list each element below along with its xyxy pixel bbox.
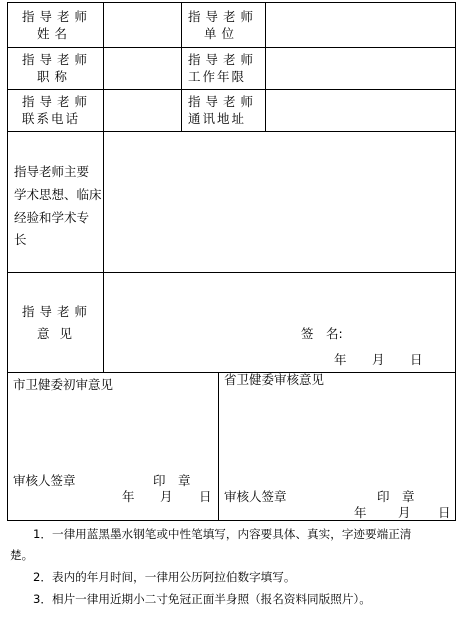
city-reviewer-signature-label: 审核人签章 (13, 473, 76, 488)
mentor-title-label-line2: 职称 (37, 69, 73, 84)
note-2: 2．表内的年月时间，一律用公历阿拉伯数字填写。 (33, 570, 296, 584)
mentor-opinion-field[interactable] (104, 273, 455, 372)
mentor-address-label-line1: 指导老师 (188, 94, 259, 109)
mentor-years-label-line1: 指导老师 (188, 52, 259, 67)
note-1-line1: 1．一律用蓝黑墨水钢笔或中性笔填写，内容要具体、真实，字迹要端正清 (33, 527, 412, 541)
academic-thought-field[interactable] (104, 132, 455, 272)
mentor-unit-label-line2: 单位 (204, 26, 240, 41)
mentor-title-label-line1: 指导老师 (22, 52, 93, 67)
mentor-address-label-line2: 通讯地址 (188, 111, 247, 126)
academic-thought-label-line4: 长 (14, 232, 27, 247)
mentor-years-label-line2: 工作年限 (188, 69, 247, 84)
table-border-right (455, 2, 456, 521)
table-border-bottom (7, 520, 456, 521)
col-divider-mid (181, 2, 182, 132)
mentor-phone-label-line2: 联系电话 (22, 111, 81, 126)
province-date-month: 月 (398, 505, 411, 520)
province-date-year: 年 (354, 505, 367, 520)
signature-label: 签 名: (301, 326, 343, 341)
city-date-month: 月 (160, 489, 173, 504)
academic-thought-label-line1: 指导老师主要 (14, 164, 90, 179)
mentor-opinion-label-line1: 指导老师 (22, 304, 93, 319)
province-seal-label: 印 章 (377, 489, 415, 504)
city-review-field[interactable] (8, 373, 218, 520)
city-date-day: 日 (199, 489, 212, 504)
academic-thought-label-line3: 经验和学术专 (14, 210, 90, 225)
mentor-name-label-line2: 姓名 (37, 26, 73, 41)
city-review-title: 市卫健委初审意见 (13, 377, 114, 392)
city-date-year: 年 (122, 489, 135, 504)
province-reviewer-signature-label: 审核人签章 (224, 489, 287, 504)
city-seal-label: 印 章 (153, 473, 191, 488)
mentor-years-field[interactable] (266, 48, 455, 89)
mentor-title-field[interactable] (104, 48, 181, 89)
note-1-line2: 楚。 (10, 548, 34, 562)
mentor-unit-label-line1: 指导老师 (188, 9, 259, 24)
mentor-unit-field[interactable] (266, 3, 455, 47)
mentor-opinion-label-line2: 意见 (37, 326, 83, 341)
mentor-phone-field[interactable] (104, 90, 181, 131)
opinion-date-month: 月 (372, 352, 385, 367)
opinion-date-year: 年 (334, 352, 347, 367)
province-review-title: 省卫健委审核意见 (224, 372, 325, 387)
note-3: 3．相片一律用近期小二寸免冠正面半身照（报名资料同版照片）。 (33, 592, 371, 606)
province-date-day: 日 (438, 505, 451, 520)
mentor-phone-label-line1: 指导老师 (22, 94, 93, 109)
mentor-name-label-line1: 指导老师 (22, 9, 93, 24)
academic-thought-label-line2: 学术思想、临床 (14, 187, 102, 202)
mentor-name-field[interactable] (104, 3, 181, 47)
opinion-date-day: 日 (410, 352, 423, 367)
mentor-address-field[interactable] (266, 90, 455, 131)
